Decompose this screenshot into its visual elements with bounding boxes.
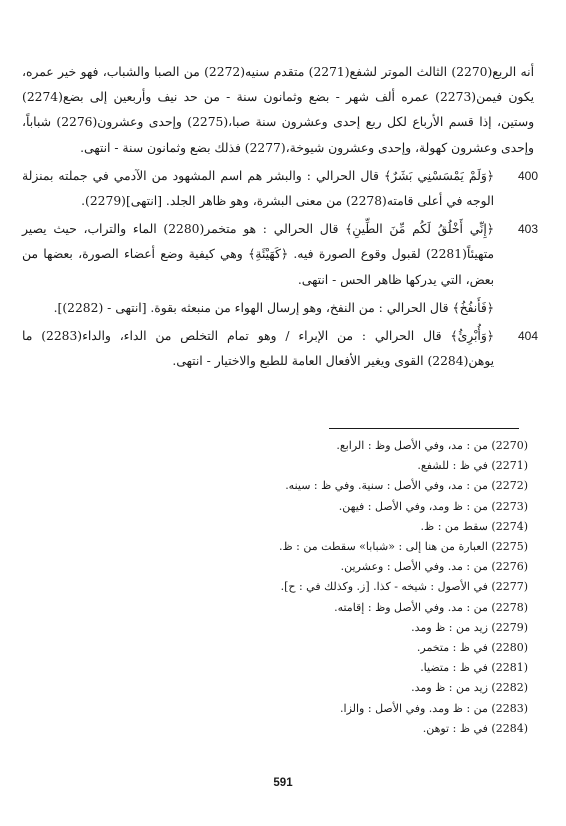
footnote: (2275) العبارة من هنا إلى : «شبابا» سقطت من : ظ. bbox=[278, 540, 528, 554]
paragraph bbox=[22, 217, 538, 293]
footnote: (2271) في ظ : للشفع. bbox=[417, 459, 528, 473]
footnote: (2277) في الأصول : شيخه - كذا. [ز. وكذلك في : ح]. bbox=[280, 580, 528, 594]
footnote-separator bbox=[329, 428, 519, 429]
verse-number: 404 bbox=[517, 329, 538, 344]
page-number: 591 bbox=[273, 777, 293, 789]
paragraph bbox=[22, 60, 534, 161]
footnote: (2284) في ظ : توهن. bbox=[422, 721, 528, 735]
footnote: (2281) في ظ : متضيا. bbox=[420, 661, 528, 675]
verse-number: 400 bbox=[517, 168, 538, 183]
paragraph-text: ﴿فَأَنفُخُ﴾ قال الحرالي : من النفخ، وهو إرسال الهواء من منبعثه بقوة. [انتهى - (2282)]. bbox=[53, 300, 494, 315]
paragraph bbox=[22, 324, 538, 374]
paragraph-text: ﴿وَأُبْرِئُ﴾ قال الحرالي : من الإبراء / وهو تمام التخلص من الداء، والداء(2283) ما يوهن(2284) القوى ويغير الأفعال العامة للطبع والاختيار - انتهى. bbox=[22, 329, 494, 369]
paragraph bbox=[22, 296, 534, 321]
footnote: (2280) في ظ : متخمر. bbox=[416, 641, 528, 655]
footnotes bbox=[180, 436, 528, 739]
footnote: (2276) من : مد. وفي الأصل : وعشرين. bbox=[340, 560, 528, 574]
footnote: (2273) من : ظ ومد، وفي الأصل : فيهن. bbox=[338, 499, 528, 513]
paragraph-text: أنه الربع(2270) الثالث الموتر لشفع(2271) متقدم سنيه(2272) من الصبا والشباب، فهو خير عمره، يكون فيمن(2273) عمره ألف شهر - بضع وثمانون سنة - من حد نيف وأربعين إلى بضع(2274) وستين، إذا قسم الأرباع لكل ربع إحدى وعشرون سنة صبا،(2275) وإحدى وعشرون(2276) شباباً، وإحدى وعشرون كهولة، وإحدى وعشرون شيوخة،(2277) فذلك بضع وثمانون سنة - انتهى. bbox=[22, 65, 535, 155]
verse-number: 403 bbox=[517, 222, 538, 237]
paragraph-text: ﴿وَلَمْ يَمْسَسْنِي بَشَرٌ﴾ قال الحرالي : والبشر هم اسم المشهود من الآدمي في جملته بمنزلة الوجه في أعلى قامته(2278) من معنى البشرة، وهو ظاهر الجلد. [انتهى](2279). bbox=[22, 168, 494, 209]
paragraph bbox=[22, 164, 538, 214]
footnote: (2279) زيد من : ظ ومد. bbox=[411, 620, 528, 634]
footnote: (2270) من : مد، وفي الأصل وظ : الرابع. bbox=[336, 439, 528, 452]
footnote: (2274) سقط من : ظ. bbox=[420, 519, 528, 533]
footnote: (2278) من : مد. وفي الأصل وظ : إقامته. bbox=[334, 600, 528, 614]
footnote: (2282) زيد من : ظ ومد. bbox=[411, 681, 528, 695]
main-text bbox=[22, 60, 538, 377]
footnote: (2272) من : مد، وفي الأصل : سنية. وفي ظ : سينه. bbox=[285, 479, 528, 493]
paragraph-text: ﴿إِنِّي أَخْلُقُ لَكُم مِّنَ الطِّينِ﴾ قال الحرالي : هو متخمر(2280) الماء والتراب، حيث يصير متهيئاً(2281) لقبول وقوع الصورة فيه. ﴿كَهَيْئَةِ﴾ وهي كيفية وضع أعضاء الصورة، بعضها من بعض، التي يدركها ظاهر الحس - انتهى. bbox=[22, 222, 495, 287]
footnote: (2283) من : ظ ومد. وفي الأصل : والزا. bbox=[340, 701, 528, 715]
